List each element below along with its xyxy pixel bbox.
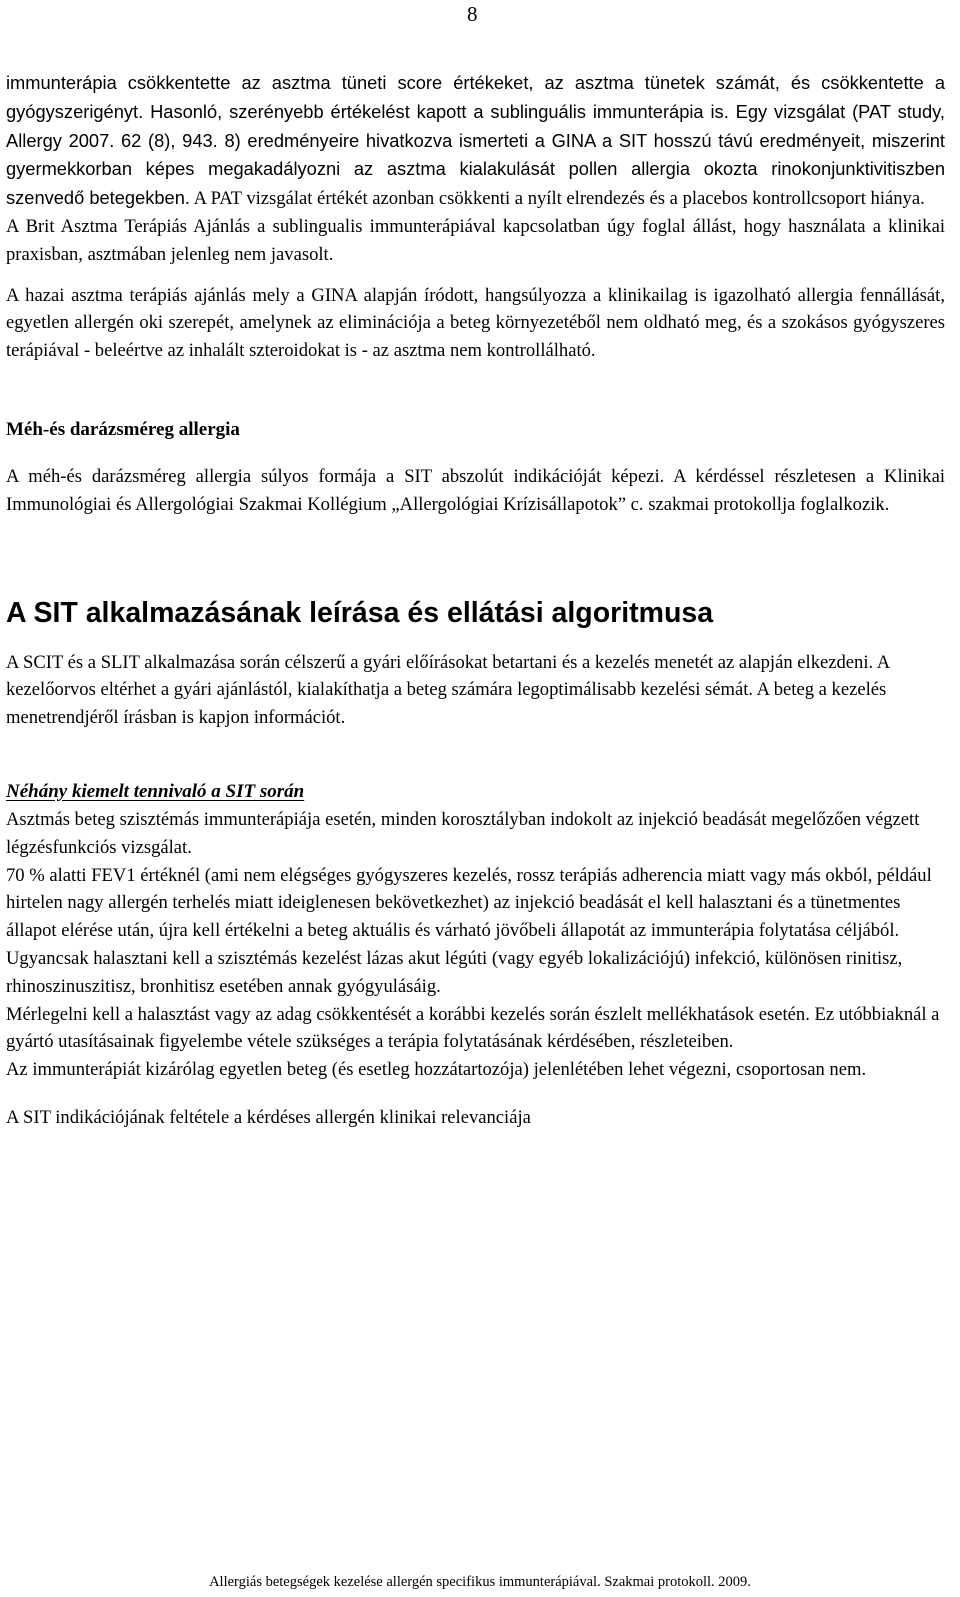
section-heading-venom-allergy: Méh-és darázsméreg allergia (6, 418, 240, 440)
paragraph-sit-indication: A SIT indikációjának feltétele a kérdéses allergén klinikai relevanciája (6, 1106, 531, 1128)
paragraph-fev1: 70 % alatti FEV1 értéknél (ami nem elégséges gyógyszeres kezelés, rossz terápiás adherencia miatt vagy más okból, például hirtelen nagy allergén terhelés miatt ideiglenesen bekövetkezhet) az injekció beadását el kell halasztani és a tünetmentes állapot elérése után, újra kell értékelni a beteg aktuális és várható jövőbeli állapotát az immunterápia folytatása céljából. (6, 864, 932, 942)
paragraph-individual-treatment: Az immunterápiát kizárólag egyetlen beteg (és esetleg hozzátartozója) jelenlétében lehet végezni, csoportosan nem. (6, 1059, 867, 1081)
paragraph-lung-function: Asztmás beteg szisztémás immunterápiája esetén, minden korosztályban indokolt az injekció beadását megelőzően végzett légzésfunkciós vizsgálat. (6, 808, 920, 858)
paragraph-immunotherapy-text: immunterápia csökkentette az asztma tüneti score értékeket, az asztma tünetek számát, és csökkentette a gyógyszerigényt. Hasonló, szerényebb értékelést kapott a sublinguális immunterápia is. Egy vizsgálat (PAT study, Allergy 2007. 62 (8), 943. 8) eredményeire hivatkozva ismerteti a GINA a SIT hosszú távú eredményeit, miszerint gyermekkorban képes megakadályozni az asztma kialakulását pollen allergia okozta rinokonjunktivitiszben szenvedő betegekben. (6, 72, 945, 209)
page-footer: Allergiás betegségek kezelése allergén specifikus immunterápiával. Szakmai protokoll. 2009. (209, 1574, 751, 1590)
paragraph-infection-delay: Ugyancsak halasztani kell a szisztémás kezelést lázas akut légúti (vagy egyéb lokalizációjú) infekció, különösen rinitisz, rhinoszinuszitisz, bronhitisz esetében annak gyógyulásáig. (6, 947, 903, 997)
page-number: 8 (467, 2, 478, 26)
paragraph-venom-allergy: A méh-és darázsméreg allergia súlyos formája a SIT abszolút indikációját képezi. A kérdéssel részletesen a Klinikai Immunológiai és Allergológiai Szakmai Kollégium „Allergológiai Krízisállapotok” c. szakmai protokollja foglalkozik. (6, 465, 945, 515)
subheading-sit-tasks: Néhány kiemelt tennivaló a SIT során (6, 780, 305, 802)
document-body (6, 69, 945, 1132)
section-heading-sit-algorithm: A SIT alkalmazásának leírása és ellátási algoritmusa (6, 596, 714, 629)
paragraph-immunotherapy (6, 69, 945, 213)
paragraph-british-guideline: A Brit Asztma Terápiás Ajánlás a sublingualis immunterápiával kapcsolatban úgy foglal állást, hogy használata a klinikai praxisban, asztmában jelenleg nem javasolt. (6, 215, 945, 265)
paragraph-pat-limitation: A PAT vizsgálat értékét azonban csökkenti a nyílt elrendezés és a placebos kontrollcsoport hiánya. (189, 188, 925, 210)
paragraph-side-effects: Mérlegelni kell a halasztást vagy az adag csökkentését a korábbi kezelés során észlelt mellékhatások esetén. Ez utóbbiaknál a gyártó utasításainak figyelembe vétele szükséges a terápia folytatásának kérdésében, részleteiben. (6, 1003, 940, 1053)
paragraph-sit-algorithm: A SCIT és a SLIT alkalmazása során célszerű a gyári előírásokat betartani és a kezelés menetét az alapján elkezdeni. A kezelőorvos eltérhet a gyári ajánlástól, kialakíthatja a beteg számára legoptimálisabb kezelési sémát. A beteg a kezelés menetrendjéről írásban is kapjon információt. (6, 651, 890, 729)
paragraph-hungarian-guideline: A hazai asztma terápiás ajánlás mely a GINA alapján íródott, hangsúlyozza a klinikailag is igazolható allergia fennállását, egyetlen allergén oki szerepét, amelynek az eliminációja a beteg környezetéből nem oldható meg, és a szokásos gyógyszeres terápiával - beleértve az inhalált szteroidokat is - az asztma nem kontrollálható. (6, 284, 945, 362)
